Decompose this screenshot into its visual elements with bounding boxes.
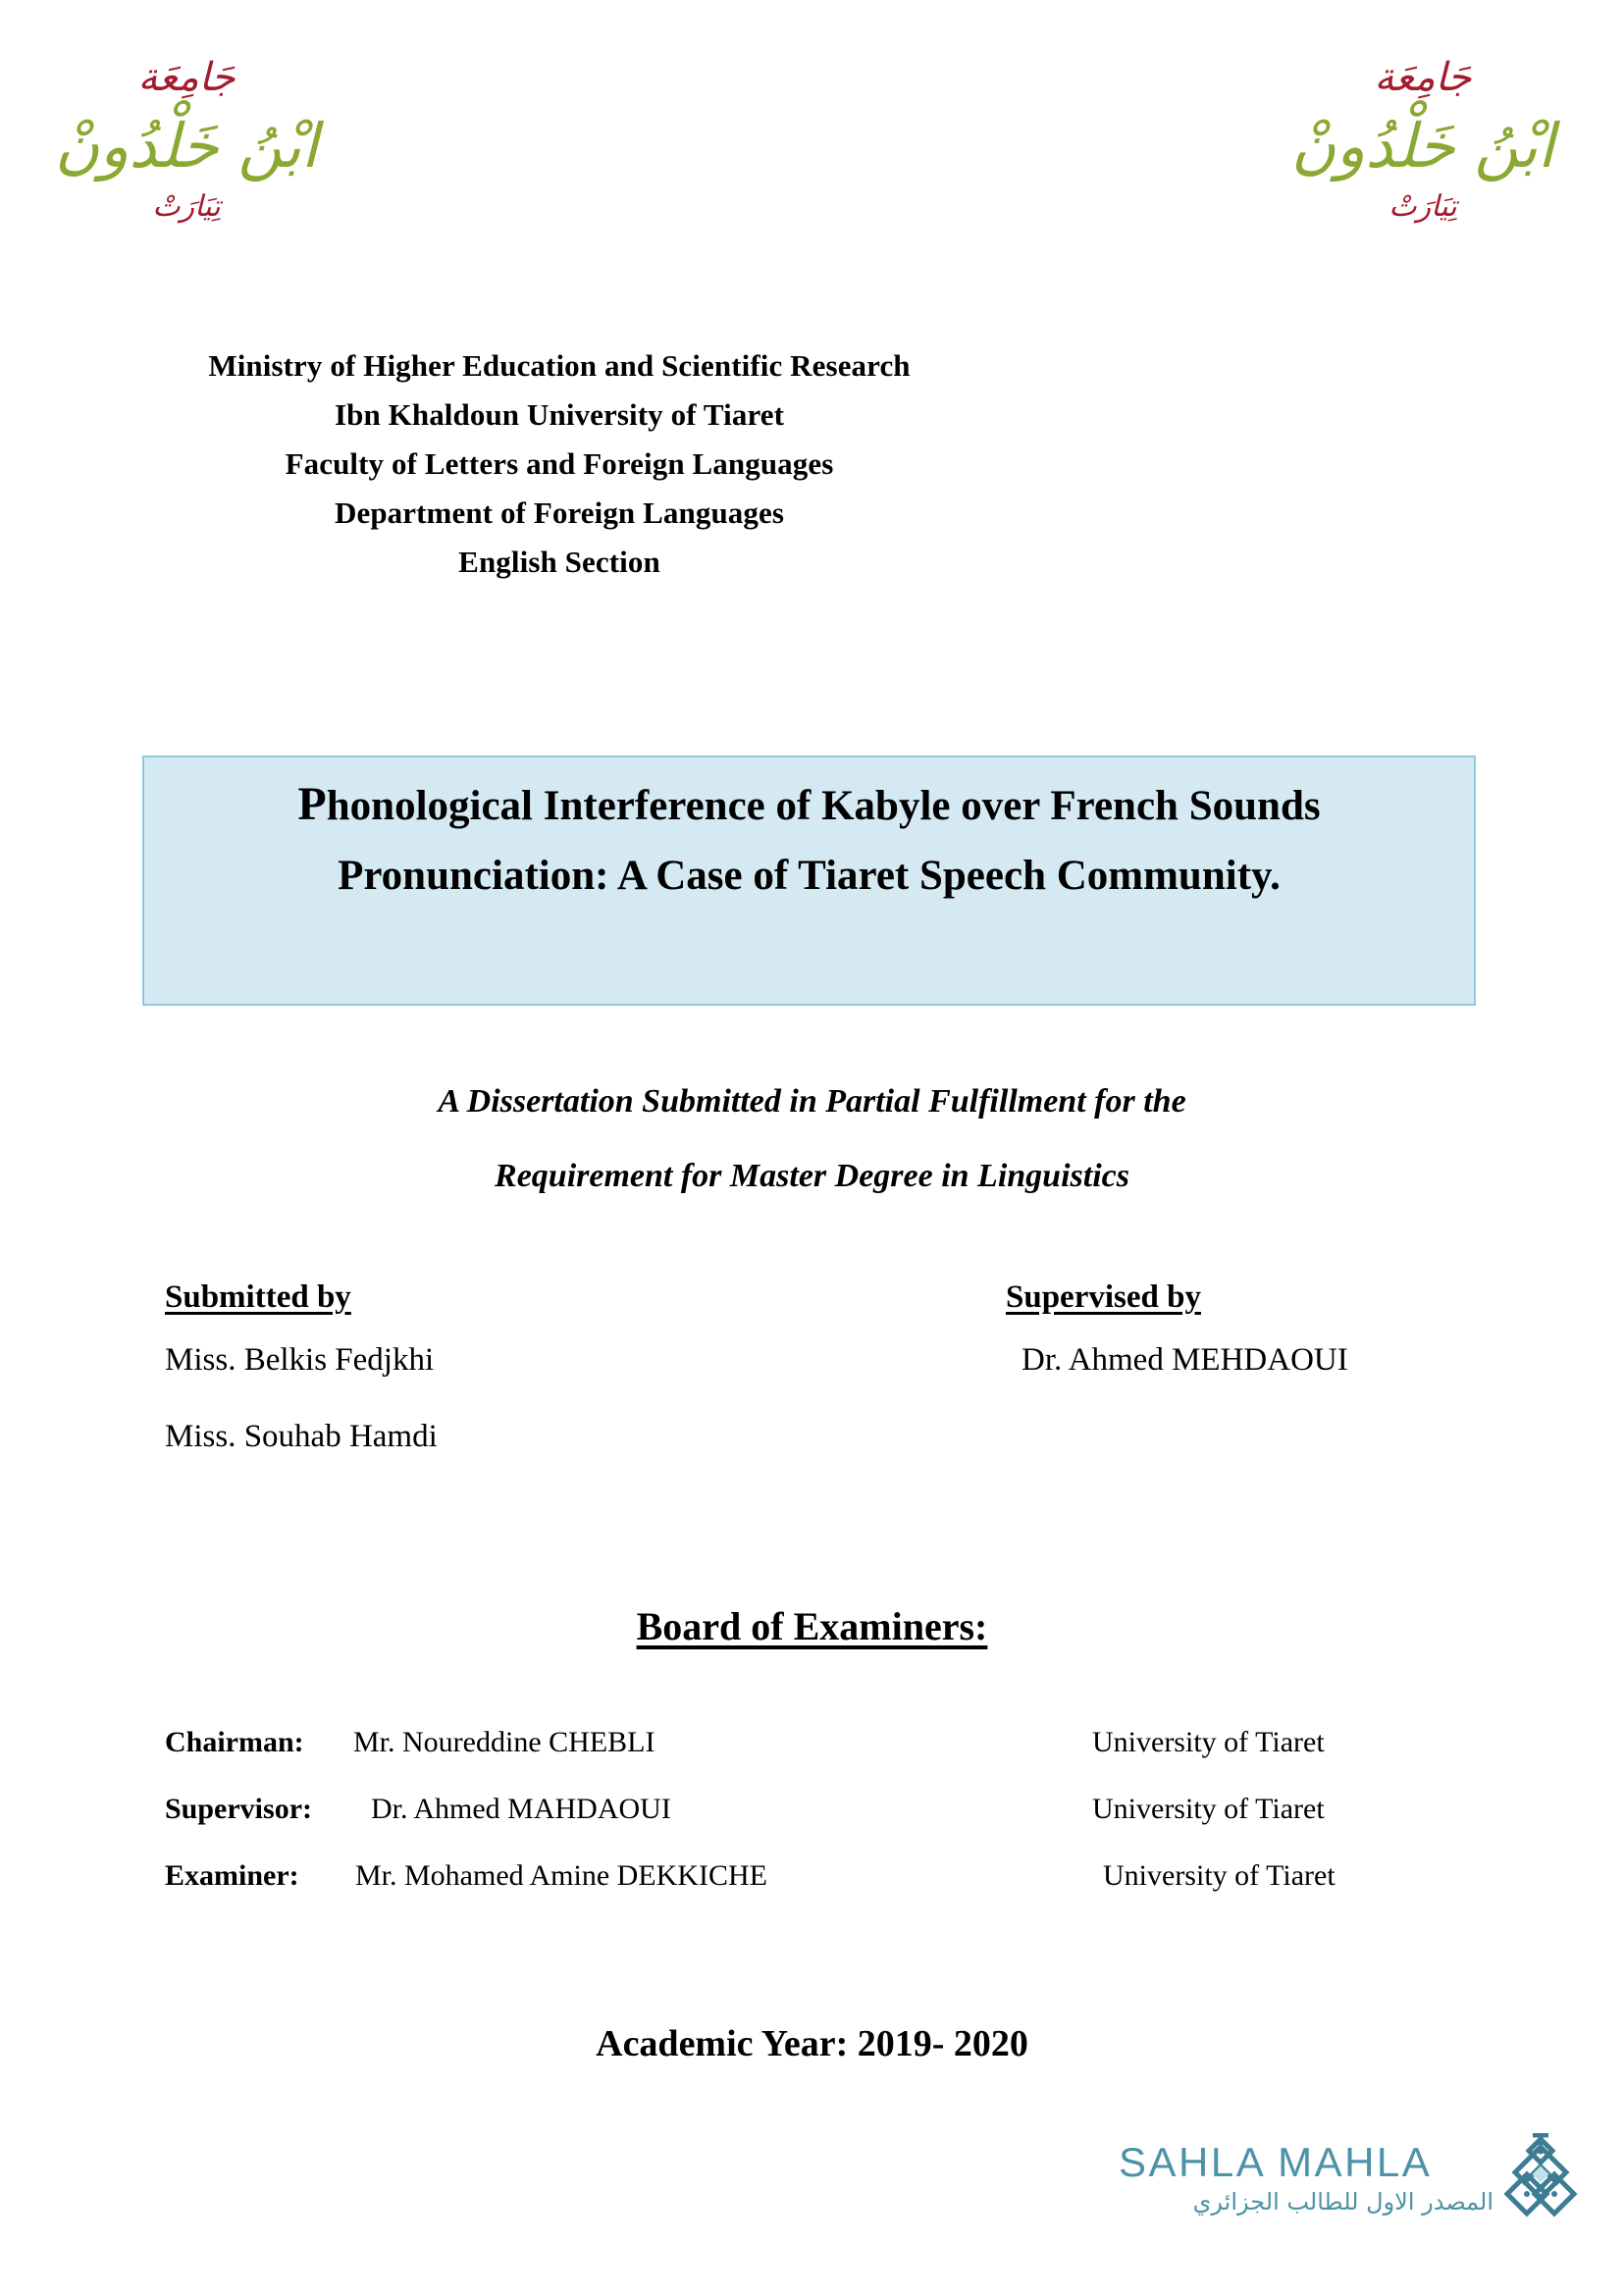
board-role-examiner: Examiner: — [165, 1859, 299, 1892]
board-person-examiner: Mr. Mohamed Amine DEKKICHE — [355, 1859, 767, 1892]
sahla-mahla-wordmark: SAHLA MAHLA — [1119, 2139, 1433, 2185]
board-row — [0, 1856, 1624, 1923]
sahla-mahla-diamond-icon — [1493, 2133, 1588, 2235]
header-line-section: English Section — [458, 545, 660, 579]
board-row — [0, 1723, 1624, 1790]
board-row — [0, 1790, 1624, 1856]
submitted-author-1: Miss. Belkis Fedjkhi — [165, 1342, 435, 1378]
academic-year: Academic Year: 2019- 2020 — [596, 2023, 1028, 2064]
university-logo-right — [1276, 29, 1570, 231]
board-affiliation-chairman: University of Tiaret — [1092, 1726, 1325, 1758]
board-role-chairman: Chairman: — [165, 1726, 304, 1758]
title-body: honological Interference of Kabyle over French Sounds Pronunciation: A Case of Tiaret Speech Community. — [326, 783, 1321, 899]
board-of-examiners-title — [0, 1601, 1624, 1652]
supervisor-name: Dr. Ahmed MEHDAOUI — [1022, 1342, 1348, 1378]
dissertation-title — [144, 757, 1474, 911]
institution-header — [0, 341, 1119, 587]
dissertation-subtitle — [0, 1065, 1624, 1214]
supervised-by-column — [1006, 1276, 1516, 1382]
sahla-mahla-tagline: المصدر الاول للطالب الجزائري — [1192, 2188, 1493, 2216]
logo-line-bottom-right: تِيَارَتْ — [1388, 189, 1457, 224]
submitted-by-column — [165, 1276, 714, 1458]
board-affiliation-supervisor: University of Tiaret — [1092, 1793, 1325, 1825]
submitted-author-2: Miss. Souhab Hamdi — [165, 1419, 438, 1454]
submitted-by-label: Submitted by — [165, 1279, 351, 1315]
board-person-supervisor: Dr. Ahmed MAHDAOUI — [371, 1793, 671, 1825]
header-line-department: Department of Foreign Languages — [334, 496, 785, 530]
header-line-ministry: Ministry of Higher Education and Scientific Research — [208, 348, 911, 383]
subtitle-line-2: Requirement for Master Degree in Linguistics — [495, 1158, 1129, 1194]
board-of-examiners-list — [0, 1723, 1624, 1923]
logo-line-top-left: جَامِعَة — [137, 55, 236, 100]
title-dropcap: P — [297, 778, 327, 830]
header-line-university: Ibn Khaldoun University of Tiaret — [334, 397, 785, 432]
logo-line-top-right: جَامِعَة — [1374, 55, 1472, 100]
header-line-faculty: Faculty of Letters and Foreign Languages — [285, 446, 834, 481]
logo-line-mid-right: ابْنُ خَلْدُونْ — [1290, 110, 1555, 182]
board-person-chairman: Mr. Noureddine CHEBLI — [353, 1726, 655, 1758]
university-logo-left — [39, 29, 334, 231]
subtitle-line-1: A Dissertation Submitted in Partial Fulfillment for the — [438, 1083, 1186, 1120]
board-role-supervisor: Supervisor: — [165, 1793, 312, 1825]
logo-line-bottom-left: تِيَارَتْ — [152, 189, 221, 224]
sahla-mahla-watermark — [1119, 2139, 1580, 2247]
supervised-by-label: Supervised by — [1006, 1279, 1201, 1315]
dissertation-title-box — [142, 756, 1476, 1006]
logo-line-mid-left: ابْنُ خَلْدُونْ — [54, 110, 319, 182]
board-of-examiners-title-text: Board of Examiners: — [636, 1604, 988, 1648]
board-affiliation-examiner: University of Tiaret — [1103, 1859, 1336, 1892]
